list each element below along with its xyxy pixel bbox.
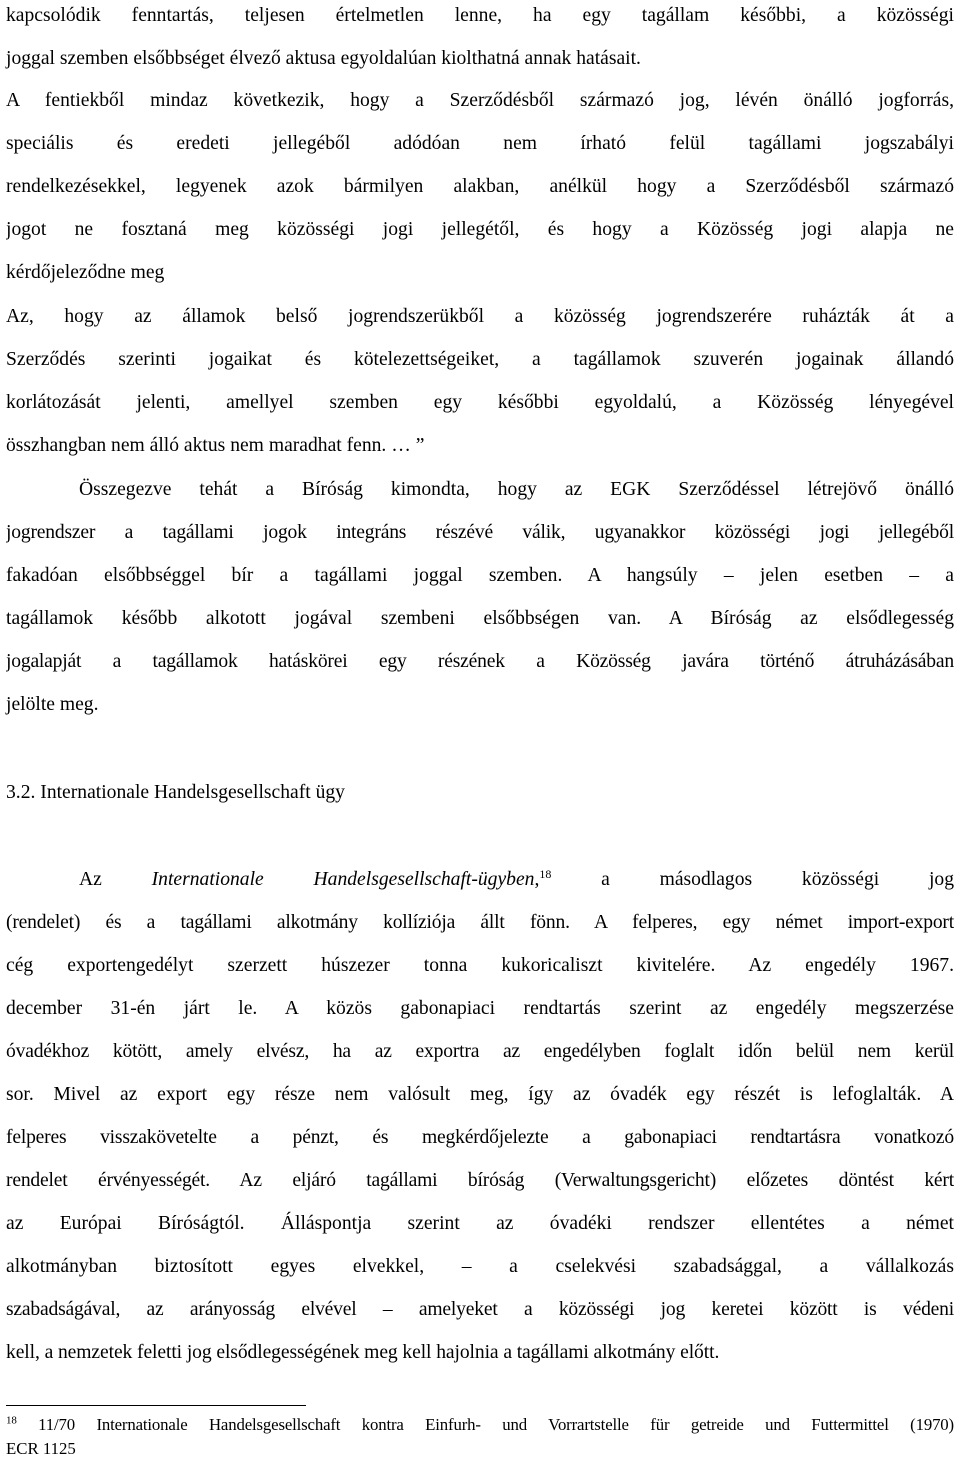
paragraph-line: Szerződés szerinti jogaikat és kötelezettségeiket, a tagállamok szuverén jogainak állandó xyxy=(6,349,954,370)
paragraph-line: kapcsolódik fenntartás, teljesen értelmetlen lenne, ha egy tagállam későbbi, a közösségi xyxy=(6,5,954,26)
paragraph-line: jelölte meg. xyxy=(6,694,99,715)
text-run: a másodlagos közösségi jog xyxy=(551,869,954,890)
paragraph-line: kell, a nemzetek feletti jog elsődlegességének meg kell hajolnia a tagállami alkotmány előtt. xyxy=(6,1342,720,1363)
footnote-reference[interactable]: 18 xyxy=(539,867,552,881)
paragraph-line: tagállamok később alkotott jogával szembeni elsőbbségen van. A Bíróság az elsődlegesség xyxy=(6,608,954,629)
paragraph-line: óvadékhoz kötött, amely elvész, ha az exportra az engedélyben foglalt időn belül nem kerül xyxy=(6,1041,954,1062)
footnote-separator xyxy=(6,1405,306,1406)
paragraph-line: joggal szemben elsőbbséget élvező aktusa egyoldalúan kiolthatná annak hatásait. xyxy=(6,48,641,69)
paragraph-line: szabadságával, az arányosság elvével – amelyeket a közösségi jog keretei között is védeni xyxy=(6,1299,954,1320)
paragraph-line: speciális és eredeti jellegéből adódóan nem írható felül tagállami jogszabályi xyxy=(6,133,954,154)
paragraph-line: sor. Mivel az export egy része nem valósult meg, így az óvadék egy részét is lefoglalták. A xyxy=(6,1084,954,1105)
paragraph-line: cég exportengedélyt szerzett húszezer tonna kukoricaliszt kivitelére. Az engedély 1967. xyxy=(6,955,954,976)
paragraph-line: (rendelet) és a tagállami alkotmány kollíziója állt fönn. A felperes, egy német import-export xyxy=(6,912,954,933)
paragraph-line: jogalapját a tagállamok hatáskörei egy részének a Közösség javára történő átruházásában xyxy=(6,651,954,672)
paragraph-line: összhangban nem álló aktus nem maradhat fenn. … ” xyxy=(6,435,425,456)
footnote-text: 11/70 Internationale Handelsgesellschaft kontra Einfurh- und Vorrartstelle für getreide und Futtermittel (1970) xyxy=(16,1415,954,1434)
section-heading: 3.2. Internationale Handelsgesellschaft ügy xyxy=(6,782,345,803)
paragraph-line: jogot ne fosztaná meg közösségi jogi jellegétől, és hogy a Közösség jogi alapja ne xyxy=(6,219,954,240)
text-run: , xyxy=(534,869,540,890)
paragraph-line: rendelet érvényességét. Az eljáró tagállami bíróság (Verwaltungsgericht) előzetes döntést kért xyxy=(6,1170,954,1191)
paragraph-line xyxy=(79,867,954,893)
paragraph-line: fakadóan elsőbbséggel bír a tagállami joggal szemben. A hangsúly – jelen esetben – a xyxy=(6,565,954,586)
paragraph-line: felperes visszakövetelte a pénzt, és megkérdőjelezte a gabonapiaci rendtartásra vonatkozó xyxy=(6,1127,954,1148)
paragraph-line: kérdőjeleződne meg xyxy=(6,262,165,283)
paragraph-line: december 31-én járt le. A közös gabonapiaci rendtartás szerint az engedély megszerzése xyxy=(6,998,954,1019)
paragraph-line: A fentiekből mindaz következik, hogy a Szerződésből származó jog, lévén önálló jogforrás, xyxy=(6,90,954,111)
text-run: Az xyxy=(79,869,152,890)
paragraph-line: Az, hogy az államok belső jogrendszerükből a közösség jogrendszerére ruházták át a xyxy=(6,306,954,327)
paragraph-line: korlátozását jelenti, amellyel szemben egy későbbi egyoldalú, a Közösség lényegével xyxy=(6,392,954,413)
paragraph-line: jogrendszer a tagállami jogok integráns részévé válik, ugyanakkor közösségi jogi jellegéből xyxy=(6,522,954,543)
paragraph-line: az Európai Bíróságtól. Álláspontja szerint az óvadéki rendszer ellentétes a német xyxy=(6,1213,954,1234)
paragraph-line: Összegezve tehát a Bíróság kimondta, hogy az EGK Szerződéssel létrejövő önálló xyxy=(79,479,954,500)
paragraph-line: alkotmányban biztosított egyes elvekkel, – a cselekvési szabadsággal, a vállalkozás xyxy=(6,1256,954,1277)
footnote-line: ECR 1125 xyxy=(6,1439,76,1458)
paragraph-line: rendelkezésekkel, legyenek azok bármilyen alakban, anélkül hogy a Szerződésből származó xyxy=(6,176,954,197)
footnote xyxy=(6,1414,954,1436)
footnote-number: 18 xyxy=(6,1414,17,1427)
case-name: Internationale Handelsgesellschaft-ügyben xyxy=(151,869,535,890)
